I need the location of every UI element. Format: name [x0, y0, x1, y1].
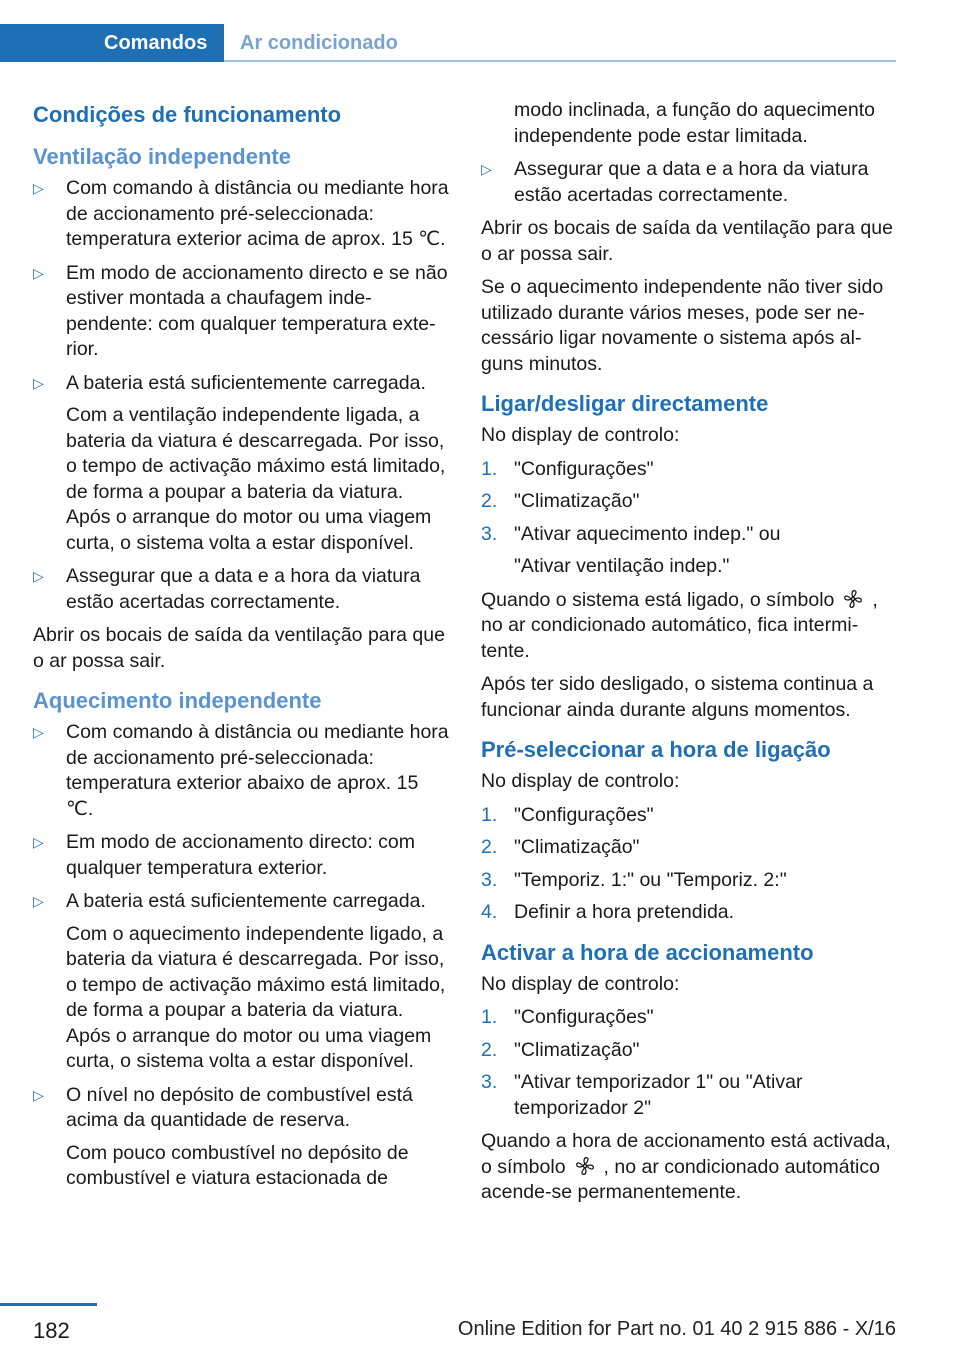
carry-list [481, 98, 897, 208]
list-item-continuation: Com pouco combustível no depósito de combustível e viatura estacionada de [66, 1141, 409, 1189]
list-item-text: O nível no depósito de combustível está acima da quantidade de reserva. [66, 1083, 413, 1131]
step-number: 3. [481, 1071, 498, 1093]
triangle-right-outline-icon: ▷ [33, 568, 44, 584]
switch-heading: Ligar/desligar directamente [481, 391, 769, 416]
section-title: Condições de funcionamento [33, 102, 342, 127]
edition-note: Online Edition for Part no. 01 40 2 915 886 - X/16 [457, 1318, 896, 1340]
switch-after-text-a: Quando o sistema está ligado, o símbolo [481, 588, 835, 611]
footer-rule [0, 1303, 97, 1306]
list-item [33, 564, 449, 615]
right-paragraph-1: Abrir os bocais de saída da ventilação para que o ar possa sair. [481, 217, 893, 265]
vent-list [33, 176, 449, 615]
list-item [33, 176, 449, 253]
heat-heading: Aquecimento independente [33, 688, 322, 713]
fan-icon [574, 1155, 596, 1177]
list-item-text: A bateria está suficientemente carregada. [66, 890, 426, 912]
step-text: "Climatização" [514, 490, 640, 512]
step-item [481, 868, 897, 894]
list-item-text: Com comando à distância ou mediante hora de accionamento pré-seleccionada: temperatura exterior abaixo de aprox. 15 ℃. [66, 721, 449, 820]
header-rule [224, 60, 896, 62]
vent-heading: Ventilação independente [33, 144, 291, 169]
triangle-right-outline-icon: ▷ [33, 264, 44, 281]
list-item-continued [481, 98, 897, 149]
activate-after-paragraph [481, 1129, 897, 1206]
list-item-text: Com comando à distância ou mediante hora de accionamento pré-seleccionada: temperatura exterior acima de aprox. 15 ℃. [66, 177, 449, 250]
triangle-right-outline-icon: ▷ [33, 1086, 44, 1103]
activate-steps [481, 1005, 897, 1121]
right-column [481, 98, 897, 1214]
step-number: 2. [481, 1038, 498, 1061]
heat-list [33, 720, 449, 1192]
step-item [481, 522, 897, 580]
step-text: "Configurações" [514, 1006, 654, 1028]
header-tab-comandos[interactable]: Comandos [0, 24, 224, 62]
activate-intro: No display de controlo: [481, 972, 680, 995]
triangle-right-outline-icon: ▷ [33, 834, 44, 850]
step-item [481, 835, 897, 861]
list-item [33, 371, 449, 557]
list-item-text: modo inclinada, a função do aquecimento independente pode estar limitada. [514, 99, 875, 147]
list-item-continuation: Com o aquecimento independente ligado, a bateria da viatura é descarregada. Por isso, o tempo de activação máximo está limitado, de forma a poupar a bateria da viatura. Após o arranque do motor ou uma viagem curta, o sistema volta a estar disponível. [66, 922, 446, 1072]
step-number: 1. [481, 457, 498, 480]
triangle-right-outline-icon: ▷ [33, 724, 44, 740]
switch-steps [481, 457, 897, 580]
activate-after-text-b: , no ar condicionado automático acende-se permanentemente. [481, 1155, 880, 1203]
step-number: 2. [481, 836, 498, 858]
step-item [481, 803, 897, 829]
step-continuation: "Ativar ventilação indep." [514, 555, 730, 577]
preselect-steps [481, 803, 897, 926]
step-number: 3. [481, 868, 498, 891]
preselect-intro: No display de controlo: [481, 770, 680, 792]
step-text: "Climatização" [514, 836, 640, 858]
list-item-text: Em modo de accionamento directo: com qualquer temperatura exterior. [66, 831, 416, 879]
triangle-right-outline-icon: ▷ [481, 161, 492, 177]
step-item [481, 900, 897, 926]
step-text: "Configurações" [514, 457, 654, 480]
step-item [481, 1005, 897, 1031]
left-column [33, 98, 449, 1200]
step-text: "Climatização" [514, 1038, 640, 1061]
switch-intro: No display de controlo: [481, 424, 680, 446]
list-item-continuation: Com a ventilação independente ligada, a bateria da viatura é descarregada. Por isso, o tempo de activação máximo está limitado, de forma a poupar a bateria da viatura. Após o arranque do motor ou uma viagem curta, o sistema volta a estar disponível. [66, 404, 446, 554]
step-text: "Temporiz. 1:" ou "Temporiz. 2:" [514, 868, 787, 891]
activate-after-text-a: Quando a hora de accionamento está activada, o símbolo [481, 1130, 891, 1178]
step-text: Definir a hora pretendida. [514, 901, 735, 923]
list-item [33, 261, 449, 363]
list-item-text: A bateria está suficientemente carregada. [66, 371, 426, 394]
preselect-heading: Pré-seleccionar a hora de ligação [481, 737, 831, 762]
step-item [481, 457, 897, 483]
list-item-text: Assegurar que a data e a hora da viatura estão acertadas correctamente. [514, 158, 869, 206]
triangle-right-outline-icon: ▷ [33, 893, 44, 909]
step-number: 1. [481, 803, 498, 826]
step-text: "Ativar aquecimento indep." ou [514, 522, 781, 545]
page-number: 182 [33, 1318, 70, 1343]
header-tab-ar-condicionado[interactable]: Ar condicionado [240, 32, 398, 54]
right-paragraph-2: Se o aquecimento independente não tiver sido utilizado durante vários meses, pode ser necessário ligar novamente o sistema após alguns minutos. [481, 276, 884, 375]
step-item [481, 1038, 897, 1064]
step-item [481, 1070, 897, 1121]
list-item [481, 157, 897, 208]
switch-after-paragraph [481, 588, 897, 665]
list-item-text: Assegurar que a data e a hora da viatura estão acertadas correctamente. [66, 565, 421, 613]
switch-after-text-b: , no ar condicionado automático, fica intermitente. [481, 588, 878, 662]
step-text: "Ativar temporizador 1" ou "Ativar temporizador 2" [514, 1071, 803, 1119]
step-number: 2. [481, 490, 498, 512]
list-item [33, 830, 449, 881]
triangle-right-outline-icon: ▷ [33, 374, 44, 391]
switch-after-paragraph-2: Após ter sido desligado, o sistema continua a funcionar ainda durante alguns momentos. [481, 673, 874, 721]
fan-icon [842, 588, 864, 610]
page-header [0, 0, 960, 62]
list-item [33, 720, 449, 822]
list-item [33, 1083, 449, 1192]
step-number: 1. [481, 1006, 498, 1028]
step-item [481, 489, 897, 515]
activate-heading: Activar a hora de accionamento [481, 939, 814, 965]
step-number: 3. [481, 522, 498, 545]
triangle-right-outline-icon: ▷ [33, 180, 44, 196]
list-item-text: Em modo de accionamento directo e se não estiver montada a chaufagem independente: com qualquer temperatura exterior. [66, 261, 448, 360]
step-text: "Configurações" [514, 803, 654, 826]
step-number: 4. [481, 901, 498, 923]
vent-paragraph: Abrir os bocais de saída da ventilação para que o ar possa sair. [33, 624, 445, 672]
list-item [33, 889, 449, 1075]
